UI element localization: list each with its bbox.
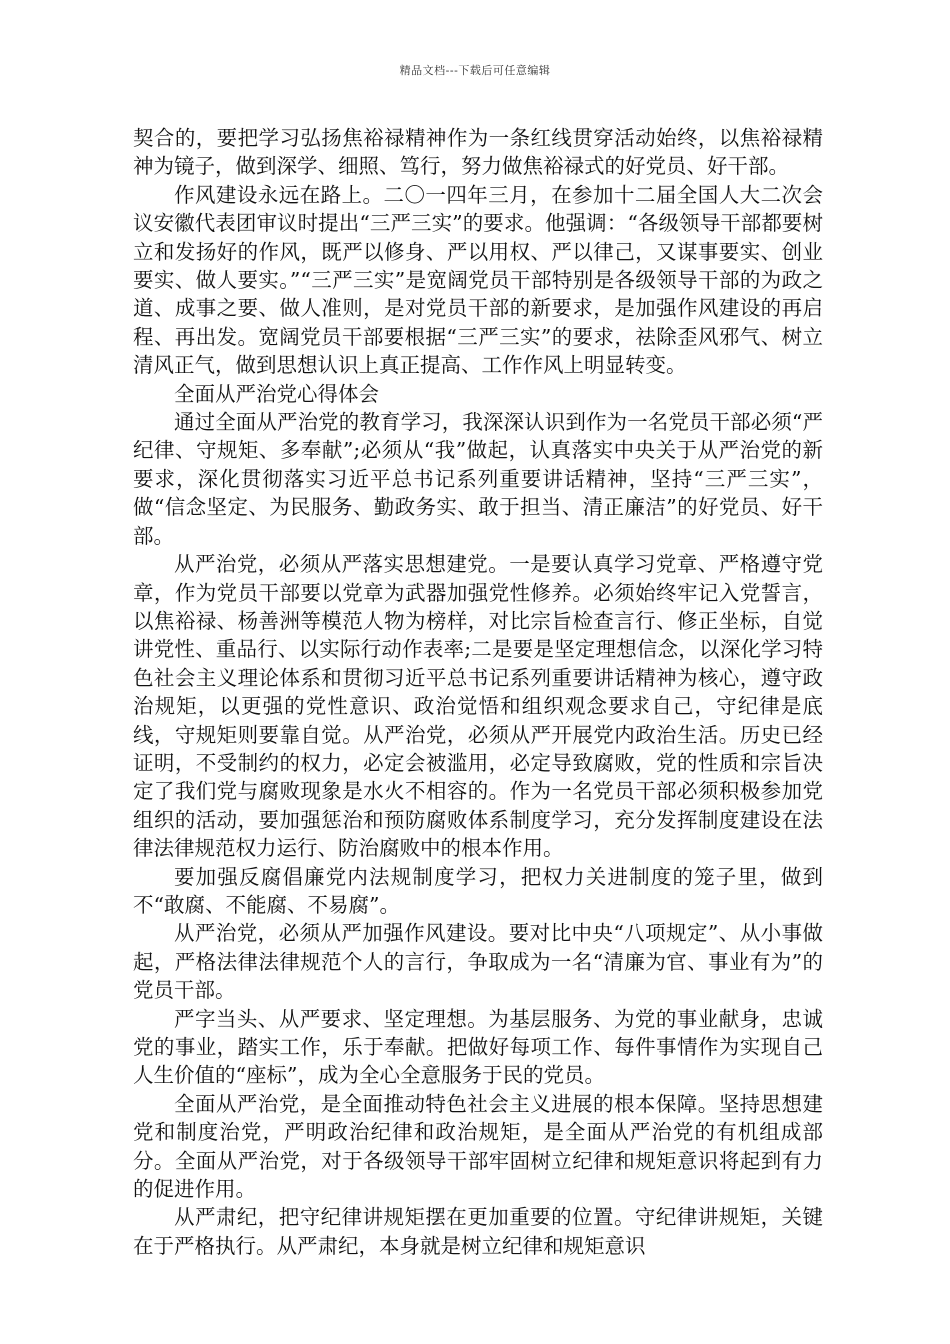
document-body [133,124,823,1260]
paragraph: 作风建设永远在路上。二〇一四年三月，在参加十二届全国人大二次会议安徽代表团审议时提出“三严三实”的要求。他强调：“各级领导干部都要树立和发扬好的作风，既严以修身、严以用权、严以律己，又谋事要实、创业要实、做人要实。”“三严三实”是宽阔党员干部特别是各级领导干部的为政之道、成事之要、做人准则，是对党员干部的新要求，是加强作风建设的再启程、再出发。宽阔党员干部要根据“三严三实”的要求，祛除歪风邪气、树立清风正气，做到思想认识上真正提高、工作作风上明显转变。 [133,182,823,378]
paragraph: 全面从严治党心得体会 [174,381,379,406]
paragraph: 全面从严治党，是全面推动特色社会主义进展的根本保障。坚持思想建党和制度治党，严明政治纪律和政治规矩，是全面从严治党的有机组成部分。全面从严治党，对于各级领导干部牢固树立纪律和规矩意识将起到有力的促进作用。 [133,1091,823,1202]
page-header: 精品文档---下载后可任意编辑 [399,64,551,77]
paragraph: 从严肃纪，把守纪律讲规矩摆在更加重要的位置。守纪律讲规矩，关键在于严格执行。从严肃纪，本身就是树立纪律和规矩意识 [133,1205,823,1258]
paragraph: 要加强反腐倡廉党内法规制度学习，把权力关进制度的笼子里，做到不“敢腐、不能腐、不易腐”。 [133,864,823,917]
paragraph: 从严治党，必须从严落实思想建党。一是要认真学习党章、严格遵守党章，作为党员干部要以党章为武器加强党性修养。必须始终牢记入党誓言，以焦裕禄、杨善洲等模范人物为榜样，对比宗旨检查言行、修正坐标，自觉讲党性、重品行、以实际行动作表率;二是要是坚定理想信念，以深化学习特色社会主义理论体系和贯彻习近平总书记系列重要讲话精神为核心，遵守政治规矩，以更强的党性意识、政治觉悟和组织观念要求自己，守纪律是底线，守规矩则要靠自觉。从严治党，必须从严开展党内政治生活。历史已经证明，不受制约的权力，必定会被滥用，必定导致腐败，党的性质和宗旨决定了我们党与腐败现象是水火不相容的。作为一名党员干部必须积极参加党组织的活动，要加强惩治和预防腐败体系制度学习，充分发挥制度建设在法律法律规范权力运行、防治腐败中的根本作用。 [133,552,823,861]
paragraph: 通过全面从严治党的教育学习，我深深认识到作为一名党员干部必须“严纪律、守规矩、多奉献”;必须从“我”做起，认真落实中央关于从严治党的新要求，深化贯彻落实习近平总书记系列重要讲话精神，坚持“三严三实”，做“信念坚定、为民服务、勤政务实、敢于担当、清正廉洁”的好党员、好干部。 [133,410,823,548]
paragraph: 从严治党，必须从严加强作风建设。要对比中央“八项规定”、从小事做起，严格法律法律规范个人的言行，争取成为一名“清廉为官、事业有为”的党员干部。 [133,921,823,1003]
paragraph: 严字当头、从严要求、坚定理想。为基层服务、为党的事业献身，忠诚党的事业，踏实工作，乐于奉献。把做好每项工作、每件事情作为实现自己人生价值的“座标”，成为全心全意服务于民的党员。 [133,1006,823,1088]
paragraph: 契合的，要把学习弘扬焦裕禄精神作为一条红线贯穿活动始终，以焦裕禄精神为镜子，做到深学、细照、笃行，努力做焦裕禄式的好党员、好干部。 [133,126,823,179]
